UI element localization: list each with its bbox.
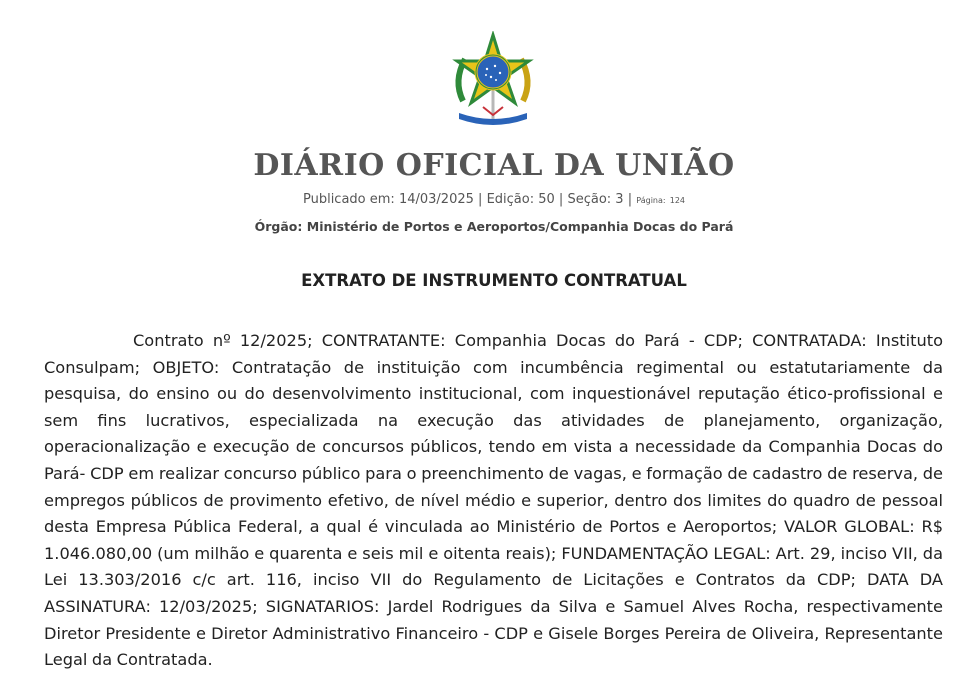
section-label: Seção: — [567, 192, 612, 207]
edition-label: Edição: — [486, 192, 535, 207]
separator: | — [558, 192, 564, 207]
separator: | — [627, 192, 633, 207]
brazil-coat-of-arms-icon — [443, 31, 543, 131]
orgao-value: Ministério de Portos e Aeroportos/Companhia Docas do Pará — [306, 219, 734, 234]
document-heading: EXTRATO DE INSTRUMENTO CONTRATUAL — [301, 271, 687, 290]
separator: | — [478, 192, 483, 207]
document-body: Contrato nº 12/2025; CONTRATANTE: Companhia Docas do Pará - CDP; CONTRATADA: Instituto Consulpam; OBJETO: Contratação de instituição com incumbência regimental ou estatutariamente da pesquisa, do ensino ou do desenvolvimento institucional, com inquestionável reputação ético-profissional e sem fins lucrativos, especializada na execução das atividades de planejamento, organização, operacionalização e execução de concursos públicos, tendo em vista a necessidade da Companhia Docas do Pará- CDP em realizar concurso público para o preenchimento de vagas, e formação de cadastro de reserva, de empregos públicos de provimento efetivo, de nível médio e superior, dentro dos limites do quadro de pessoal desta Empresa Pública Federal, a qual é vinculada ao Ministério de Portos e Aeroportos; VALOR GLOBAL: R$ 1.046.080,00 (um milhão e quarenta e seis mil e oitenta reais); FUNDAMENTAÇÃO LEGAL: Art. 29, inciso VII, da Lei 13.303/2016 c/c art. 116, inciso VII do Regulamento de Licitações e Contratos da CDP; DATA DA ASSINATURA: 12/03/2025; SIGNATARIOS: Jardel Rodrigues da Silva e Samuel Alves Rocha, respectivamente Diretor Presidente e Diretor Administrativo Financeiro - CDP e Gisele Borges Pereira de Oliveira, Representante Legal da Contratada. — [44, 331, 943, 670]
orgao-label: Órgão: — [254, 219, 303, 234]
page-label: Página: — [636, 196, 666, 205]
orgao-line — [0, 219, 975, 234]
edition-value: 50 — [538, 192, 555, 207]
published-date: 14/03/2025 — [398, 192, 474, 207]
published-label: Publicado em: — [302, 192, 395, 207]
page-value: 124 — [669, 196, 686, 205]
section-value: 3 — [615, 192, 624, 207]
publication-info — [0, 192, 975, 207]
page-title: DIÁRIO OFICIAL DA UNIÃO — [253, 148, 735, 183]
